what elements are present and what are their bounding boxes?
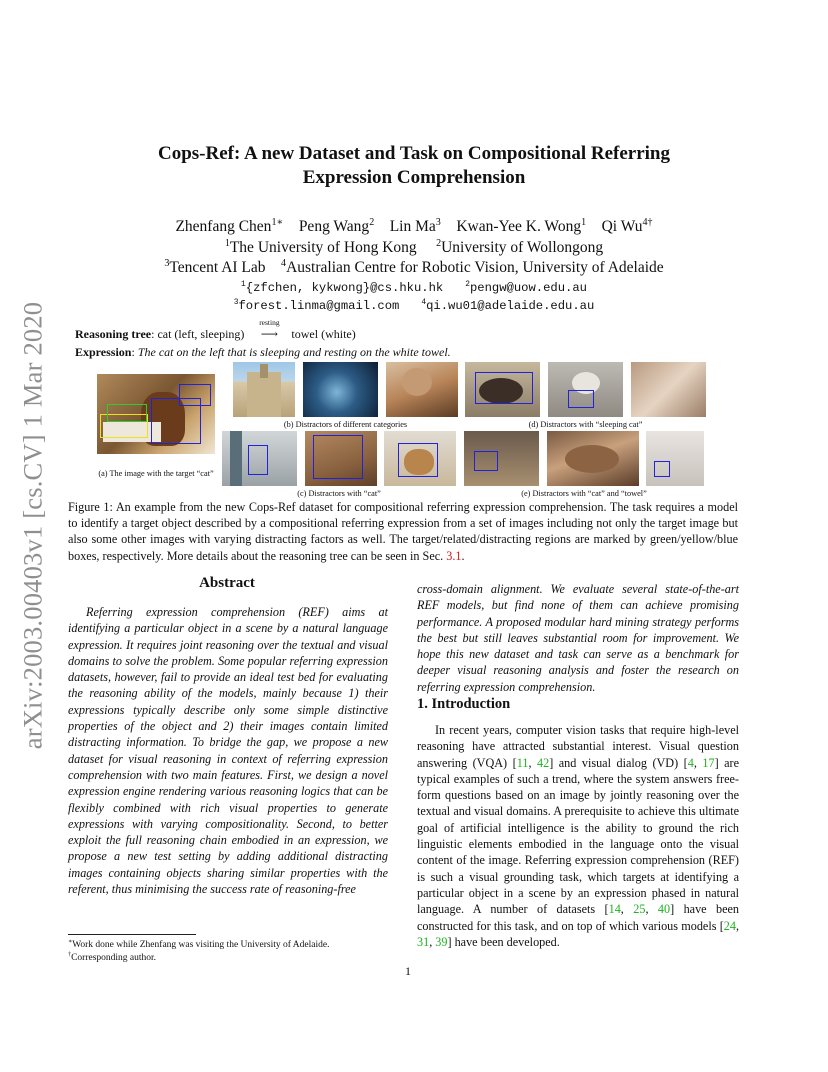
cat-towel-image-1 [464,431,539,486]
citation-link[interactable]: 4 [687,755,694,770]
arxiv-id: arXiv:2003.00403v1 [cs.CV] 1 Mar 2020 [17,301,48,749]
reasoning-tree: Reasoning tree: cat (left, sleeping) resting ⟶ towel (white) [75,318,356,341]
sleeping-cat-image-3 [631,362,706,417]
distractor-image-church [233,362,295,417]
footnote-1: ∗Work done while Zhenfang was visiting the University of Adelaide. [68,938,330,950]
email[interactable]: {zfchen, kykwong}@cs.hku.hk [245,281,444,295]
abstract-continued: cross-domain alignment. We evaluate several state-of-the-art REF models, but find none of them can achieve promising performance. A proposed modular hard mining strategy performs the best but still leaves substantial room for improvement. We hope this new dataset and task can serve as a benchmark for deeper visual reasoning analysis and foster the research on referring expression comprehension. [417,582,739,694]
author-list: Zhenfang Chen$^{1∗}$ Peng Wang$^2$ Lin Ma$^3$ Kwan-Yee K. Wong$^1$ Qi $Wu^{4\dagger}$ [175,216,653,235]
section-heading: 1. Introduction [417,696,511,712]
author-name: Qi Wu [601,218,643,235]
sleeping-cat-image-2 [548,362,623,417]
page-number: 1 [405,964,411,978]
figure-caption: Figure 1: An example from the new Cops-Ref dataset for compositional referring expression comprehension. The task requires a model to identify a target object described by a compositional referring expression from a set of images including not only the target image but also some other images with varying distracting factors as well. The target/related/distracting regions are marked by green/yellow/blue boxes, respectively. More details about the reasoning tree can be seen in Sec. 3.1. [68,500,738,563]
affiliation-line-1: $^1$The University of Hong Kong $^2$University of Wollongong [224,237,604,256]
caption-c: (c) Distractors with “cat” [297,489,381,498]
email-line-2: $^3$forest.linma@gmail.com $^4$qi.wu01@adelaide.edu.au [233,297,595,313]
cat-towel-image-3 [646,431,704,486]
sleeping-cat-image-1 [465,362,540,417]
email[interactable]: forest.linma@gmail.com [238,299,400,313]
citation-link[interactable]: 31 [417,934,430,949]
cat-image-2 [305,431,377,486]
email[interactable]: qi.wu01@adelaide.edu.au [426,299,595,313]
abstract-text: Referring expression comprehension (REF) aims at identifying a particular object in a scene by a natural language expression. It requires joint reasoning over the textual and visual domains to solve the problem. Some popular referring expression datasets, however, fail to provide an ideal test bed for evaluating the reasoning ability of the models, mainly because 1) their expressions typically describe only some simple distinctive properties of the object and 2) their images contain limited distracting information. To bridge the gap, we propose a new dataset for visual reasoning in context of referring expression comprehension with two main features. First, we design a novel expression engine rendering various reasoning logics that can be flexibly combined with rich visual properties to generate expressions with varying compositionality. Second, to better exploit the full reasoning chain embodied in an expression, we propose a new test setting by adding additional distracting images containing objects sharing similar properties with the referent, thus minimising the success rate of reasoning-free [68,605,388,897]
citation-link[interactable]: 14 [608,902,621,917]
email[interactable]: pengw@uow.edu.au [469,281,587,295]
resting-arrow: resting ⟶ [259,318,280,341]
caption-d: (d) Distractors with “sleeping cat” [528,420,643,429]
author-name: Zhenfang Chen [175,218,272,235]
arxiv-stamp [8,290,58,760]
cat-towel-image-2 [547,431,639,486]
caption-a: (a) The image with the target “cat” [98,469,214,478]
abstract-heading: Abstract [199,575,255,591]
footnote-2: †Corresponding author. [68,951,157,963]
caption-b: (b) Distractors of different categories [283,420,408,429]
target-image [97,374,215,454]
author-name: Lin Ma [389,218,436,235]
citation-link[interactable]: 42 [537,755,550,770]
distractor-image-phone [303,362,378,417]
target-box [107,404,147,422]
footnote-rule [68,934,196,935]
referring-expression: Expression: The cat on the left that is sleeping and resting on the white towel. [75,345,451,359]
email-line-1: $^1${zfchen, kykwong}@cs.hku.hk $^2$pengw@uow.edu.au [241,279,587,295]
caption-e: (e) Distractors with “cat” and “towel” [521,489,647,498]
cat-image-3 [384,431,456,486]
author-name: Peng Wang [298,218,370,235]
distractor-image-person [386,362,458,417]
citation-link[interactable]: 39 [435,934,448,949]
author-name: Kwan-Yee K. Wong [456,218,582,235]
paper-title: Cops-Ref: A new Dataset and Task on Compositional Referring Expression Comprehension [158,143,670,188]
citation-link[interactable]: 17 [702,755,715,770]
citation-link[interactable]: 40 [657,902,671,917]
citation-link[interactable]: 11 [516,755,529,770]
cat-image-1 [222,431,297,486]
section-link[interactable]: 3.1 [446,548,462,563]
intro-paragraph: In recent years, computer vision tasks that require high-level reasoning have attracted substantial interest. Visual question answering (VQA) [11, 42] and visual dialog (VD) [4, 17] are typical examples of such a trend, where the system answers free-form questions based on an image by jointly reasoning over the textual and visual domains. A prerequisite to achieve this ultimate goal of artificial intelligence is the ability to ground the rich linguistic elements embodied in the language onto the visual content of the image. Referring expression comprehension (REF) is such a visual grounding task, which targets at identifying a particular object in a scene by an expression phased in natural language. A number of datasets [14, 25, 40] have been constructed for this task, and on top of which various models [24, 31, 39] have been developed. [417,723,740,949]
citation-link[interactable]: 25 [633,902,646,917]
distracting-box [179,384,211,406]
affiliation-line-2: $^3$Tencent AI Lab $^4$Australian Centre for Robotic Vision, University of Adelaide [164,257,664,276]
citation-link[interactable]: 24 [723,918,736,933]
